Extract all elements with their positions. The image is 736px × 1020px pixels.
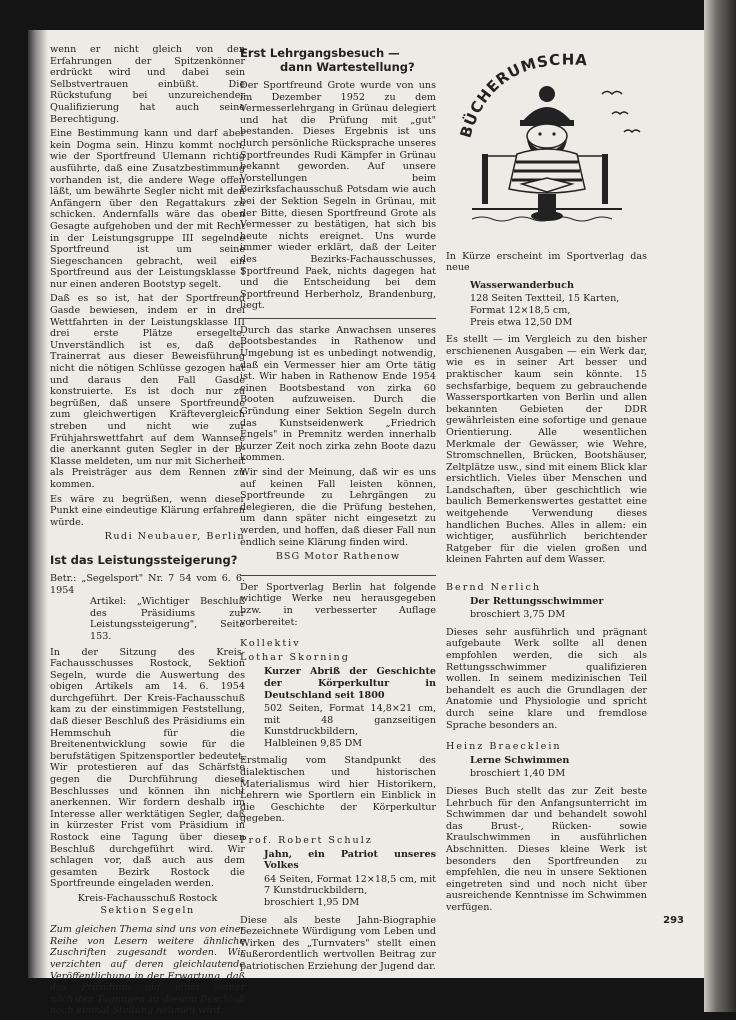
book-author: Kollektiv	[240, 638, 301, 650]
book-price: broschiert 1,40 DM	[470, 768, 566, 780]
article-title	[240, 46, 436, 74]
book-author: Prof. Robert Schulz	[240, 835, 373, 847]
paragraph: Durch das starke Anwachsen unseres Bootsbestandes in Rathenow und Umgebung ist es unbedingt notwendig, daß ein Vermesser hier am Orte tätig ist. Wir haben in Rathenow Ende 1954 einen Bootsbestand von zirka 60 Booten aufzuweisen. Durch die Gründung einer Sektion Segeln durch das Kunstseidenwerk „Friedrich Engels" in Premnitz werden innerhalb kurzer Zeit noch zirka zehn Boote dazu kommen.	[240, 324, 436, 464]
book-details: 64 Seiten, Format 12×18,5 cm, mit 7 Kunstdruckbildern,	[264, 873, 436, 897]
book-details: 128 Seiten Textteil, 15 Karten,	[470, 293, 620, 305]
editor-note: Zum gleichen Thema sind uns von einer Reihe von Lesern weitere ähnliche Zuschriften zugesandt worden. Wir verzichten auf deren gleichlautende Veröffentlichung in der Erwartung, daß das Präsidium auf einer seiner nächsten Tagungen zu diesem Beschluß noch einmal Stellung nehmen wird.	[50, 924, 245, 1017]
article-title: Ist das Leistungssteigerung?	[50, 552, 238, 567]
column-right	[446, 44, 647, 916]
signature: BSG Motor Rathenow	[275, 551, 401, 563]
article-title-line: dann Wartestellung?	[280, 60, 415, 74]
paragraph: Daß es so ist, hat der Sportfreund Gasde bewiesen, indem er in drei Wettfahrten in der Leistungsklasse III drei erste Plätze ersegelte. Unverständlich ist es, daß der Trainerrat aus dieser Beweisführung nicht die nötigen Schlüsse gezogen hat und daraus den Fall Gasde konstruierte. Es ist doch nur zu begrüßen, daß unsere Sportfreunde zum gleichwertigen Kräftevergleich streben und nicht wie zur Frühjahrswettfahrt auf dem Wannsee die anerkannt guten Segler in der B-Klasse meldeten, um nur mit Sicherheit als Preisträger aus dem Rennen zu kommen.	[50, 293, 245, 490]
book-spine	[704, 0, 736, 1012]
book-price: broschiert 1,95 DM	[264, 897, 360, 908]
binding-shadow	[28, 30, 48, 978]
book-title: Lerne Schwimmen	[470, 754, 570, 766]
book-page	[28, 30, 706, 1017]
article-title-line: Erst Lehrgangsbesuch —	[240, 46, 400, 60]
reading-sailor-illustration	[452, 44, 642, 239]
paragraph: Diese als beste Jahn-Biographie bezeichnete Würdigung vom Leben und Wirken des „Turnvaters" stellt einen außerordentlich wertvollen Beitrag zur patriotischen Erziehung der Jugend dar.	[240, 914, 436, 972]
reference-line: Betr.: „Segelsport" Nr. 7 54 vom 6. 6. 1954	[50, 572, 245, 596]
divider	[240, 575, 436, 576]
book-title: Wasserwanderbuch	[470, 279, 574, 291]
book-title: Der Rettungsschwimmer	[470, 595, 604, 607]
signature: Rudi Neubauer, Berlin	[104, 531, 245, 543]
book-price: Preis etwa 12,50 DM	[470, 316, 573, 328]
paragraph: Wir sind der Meinung, daß wir es uns auf keinen Fall leisten können, Sportfreunde zu Lehrgängen zu delegieren, die die Prüfung bestehen, um dann später nicht eingesetzt zu werden, und hoffen, daß dieser Fall nun endlich seine Klärung finden wird.	[240, 467, 436, 548]
book-author: Lothar Skorning	[240, 651, 350, 663]
paragraph: Der Sportfreund Grote wurde von uns im Dezember 1952 zu dem Vermesserlehrgang in Grünau delegiert und hat die Prüfung mit „gut" bestanden. Dieses Ergebnis ist uns durch persönliche Rücksprache unseres Sportfreundes Rudi Kämpfer in Grünau bekannt geworden. Auf unsere Vorstellungen beim Bezirksfachausschuß Potsdam wie auch bei der Sektion Segeln in Grünau, mit der Bitte, diesen Sportfreund Grote als Vermesser zu bestätigen, hat sich bis heute nichts ereignet. Uns wurde immer wieder erklärt, daß der Leiter des Bezirks-Fachausschusses, Sportfreund Paek, nichts dagegen hat und die Entscheidung bei dem Sportfreund Herberholz, Brandenburg, liegt.	[240, 80, 436, 312]
paragraph: Der Sportverlag Berlin hat folgende wichtige Werke neu herausgegeben bzw. in verbesserter Auflage vorbereitet:	[240, 581, 436, 628]
book-price: broschiert 3,75 DM	[470, 609, 566, 621]
paragraph: wenn er nicht gleich von den Erfahrungen der Spitzenkönner erdrückt wird und dabei sein Selbstvertrauen einbüßt. Die Rückstufung bei unzureichender Qualifizierung hat auch seine Berechtigung.	[50, 44, 245, 125]
book-author: Bernd Nerlich	[446, 582, 542, 594]
paragraph: Eine Bestimmung kann und darf aber kein Dogma sein. Hinzu kommt noch, wie der Sportfreund Ulemann richtig ausführte, daß eine Zusatzbestimmung vorhanden ist, die andere Wege offen läßt, um bewährte Segler nicht mit den Anfängern über den Regattakurs zu schicken. Andernfalls wäre das oben Gesagte aufgehoben und der mit Recht in der Leistungsgruppe III segelnde Sportfreund ist um seine Siegeschancen gebracht, weil ein Sportfreund aus der Leistungsklasse I nur einen anderen Bootstyp segelt.	[50, 128, 245, 290]
illustration-heading: BÜCHERUMSCHA	[456, 50, 589, 140]
book-price: Halbleinen 9,85 DM	[264, 737, 363, 749]
book-author: Heinz Braecklein	[446, 741, 562, 753]
divider	[240, 318, 436, 319]
paragraph: In der Sitzung des Kreis-Fachausschusses Rostock, Sektion Segeln, wurde die Auswertung des obigen Artikels am 14. 6. 1954 durchgeführt. Der Kreis-Fachausschuß kam zu der einstimmigen Feststellung, daß dieser Beschluß des Präsidiums ein Hemmschuh für die Breitenentwicklung sowie für die berufstätigen Spitzensportler bedeutet. Wir protestieren auf das Schärfste gegen die Durchführung dieses Beschlusses und können ihn nicht anerkennen. Wir fordern deshalb im Interesse aller werktätigen Segler, daß in kürzester Frist vom Präsidium in Rostock eine Tagung über diesen Beschluß durchgeführt wird. Wir schlagen vor, daß auch aus dem gesamten Bezirk Rostock die Sportfreunde eingeladen werden.	[50, 646, 245, 890]
paragraph: Dieses sehr ausführlich und prägnant aufgebaute Werk sollte all denen empfohlen werden, die sich als Rettungsschwimmer qualifizieren wollen. In seinem medizinischen Teil behandelt es auch die Grundlagen der Anatomie und Physiologie und spricht durch seine klare und fremdlose Sprache besonders an.	[446, 626, 647, 731]
paragraph: Dieses Buch stellt das zur Zeit beste Lehrbuch für den Anfangsunterricht im Schwimmen dar und behandelt sowohl das Brust-, Rücken- sowie Kraulschwimmen in ausführlichen Abschnitten. Dieses kleine Werk ist besonders den Sportfreunden zu empfehlen, die neu in unsere Sektionen eingetreten sind und noch nicht über ausreichende Kenntnisse im Schwimmen verfügen.	[446, 785, 647, 913]
paragraph: Erstmalig vom Standpunkt des dialektischen und historischen Materialismus wird hier Historikern, Lehrern wie Sportlern ein Einblick in die Geschichte der Körperkultur gegeben.	[240, 755, 436, 825]
paragraph: In Kürze erscheint im Sportverlag das neue	[446, 250, 647, 274]
reference-line: Artikel: „Wichtiger Beschluß des Präsidiums zur Leistungssteigerung", Seite 153.	[90, 596, 245, 642]
paragraph: Es stellt — im Vergleich zu den bisher erschienenen Ausgaben — ein Werk dar, wie es in seiner Art besser und praktischer kaum sein könnte. 15 sechsfarbige, bequem zu gebrauchende Wassersportkarten von Berlin und allen bekannten Gebieten der DDR gewährleisten eine sofortige und genaue Orientierung. Alle wesentlichen Merkmale der Gewässer, wie Wehre, Stromschnellen, Brücken, Bootshäuser, Zeltplätze usw., sind mit einem Blick klar ersichtlich. Vieles über Menschen und Landschaften, über geschichtlich wie baulich Bemerkenswertes gestattet eine weitgehende Verwendung dieses handlichen Buches. Alles in allem: ein wichtiger, ausführlich berichtender Ratgeber für die vielen großen und kleinen Fahrten auf dem Wasser.	[446, 334, 647, 566]
page-number: 293	[663, 915, 684, 926]
book-details: Format 12×18,5 cm,	[470, 304, 571, 316]
paragraph: Es wäre zu begrüßen, wenn dieser Punkt eine eindeutige Klärung erfahren würde.	[50, 493, 245, 528]
book-title: Kurzer Abriß der Geschichte der Körperkultur in Deutschland seit 1800	[264, 666, 436, 701]
reference-note	[50, 573, 245, 643]
book-details: 502 Seiten, Format 14,8×21 cm, mit 48 ganzseitigen Kunstdruckbildern,	[264, 703, 436, 738]
signature: Kreis-Fachausschuß Rostock	[77, 892, 218, 904]
column-left	[50, 44, 245, 1020]
signature: Sektion Segeln	[100, 904, 195, 916]
book-title: Jahn, ein Patriot unseres Volkes	[264, 848, 436, 872]
column-middle	[240, 44, 436, 976]
